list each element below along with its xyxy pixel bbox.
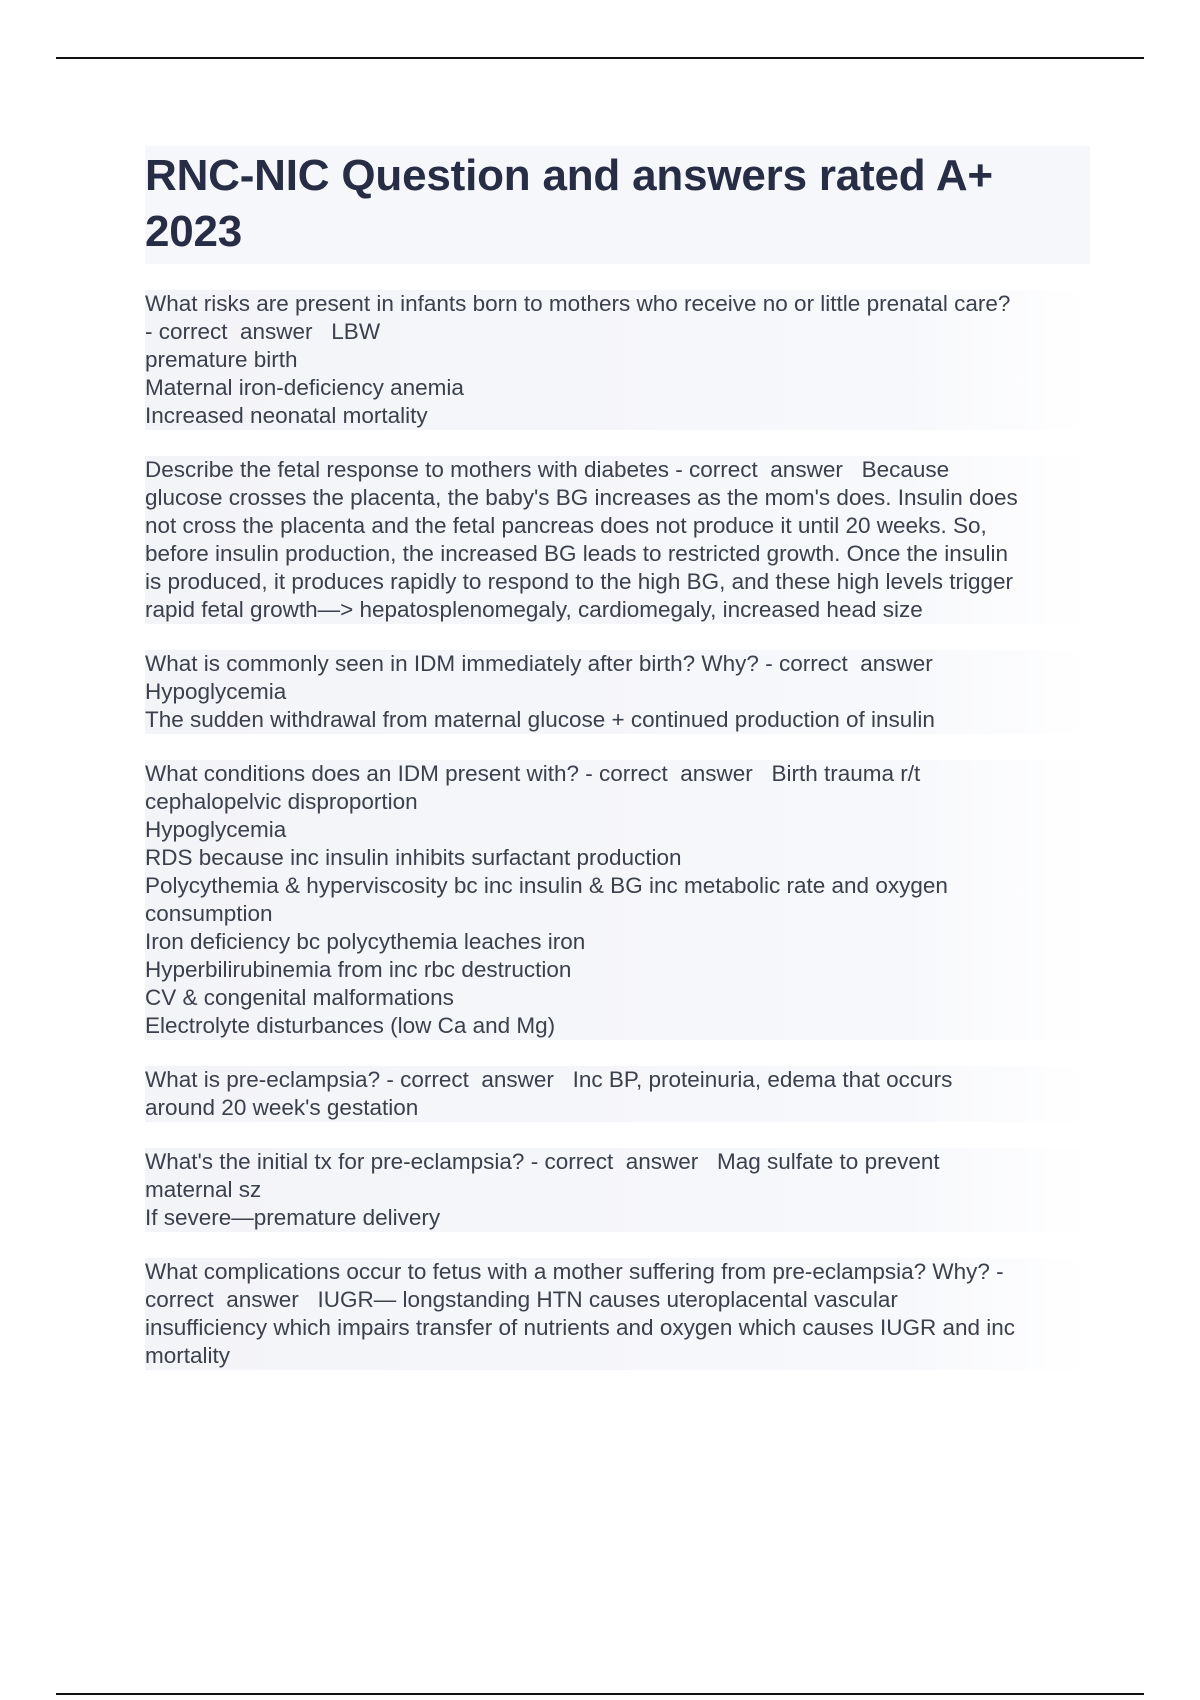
qa-line: maternal sz (145, 1176, 1090, 1204)
qa-line: CV & congenital malformations (145, 984, 1090, 1012)
qa-line: If severe—premature delivery (145, 1204, 1090, 1232)
qa-line: correct answer IUGR— longstanding HTN causes uteroplacental vascular (145, 1286, 1090, 1314)
qa-block (145, 760, 1090, 1040)
qa-block (145, 456, 1090, 624)
qa-line: Maternal iron-deficiency anemia (145, 374, 1090, 402)
qa-line: rapid fetal growth—> hepatosplenomegaly, cardiomegaly, increased head size (145, 596, 1090, 624)
qa-line: RDS because inc insulin inhibits surfactant production (145, 844, 1090, 872)
title-line-1: RNC-NIC Question and answers rated A+ (145, 151, 993, 200)
qa-line: Describe the fetal response to mothers with diabetes - correct answer Because (145, 456, 1090, 484)
qa-block (145, 1148, 1090, 1232)
qa-line: What is commonly seen in IDM immediately after birth? Why? - correct answer (145, 650, 1090, 678)
qa-line: What conditions does an IDM present with? - correct answer Birth trauma r/t (145, 760, 1090, 788)
qa-line: mortality (145, 1342, 1090, 1370)
qa-line: glucose crosses the placenta, the baby's BG increases as the mom's does. Insulin does (145, 484, 1090, 512)
qa-line: not cross the placenta and the fetal pancreas does not produce it until 20 weeks. So, (145, 512, 1090, 540)
footer-rule (56, 1693, 1144, 1695)
qa-line: cephalopelvic disproportion (145, 788, 1090, 816)
qa-line: The sudden withdrawal from maternal glucose + continued production of insulin (145, 706, 1090, 734)
title-line-2: 2023 (145, 207, 243, 256)
title-band (145, 146, 1090, 264)
qa-line: is produced, it produces rapidly to respond to the high BG, and these high levels trigger (145, 568, 1090, 596)
qa-line: consumption (145, 900, 1090, 928)
qa-line: Increased neonatal mortality (145, 402, 1090, 430)
qa-line: Polycythemia & hyperviscosity bc inc insulin & BG inc metabolic rate and oxygen (145, 872, 1090, 900)
qa-block (145, 1258, 1090, 1370)
qa-line: - correct answer LBW (145, 318, 1090, 346)
qa-line: What is pre-eclampsia? - correct answer Inc BP, proteinuria, edema that occurs (145, 1066, 1090, 1094)
qa-line: Hypoglycemia (145, 678, 1090, 706)
qa-line: What's the initial tx for pre-eclampsia? - correct answer Mag sulfate to prevent (145, 1148, 1090, 1176)
qa-line: What complications occur to fetus with a mother suffering from pre-eclampsia? Why? - (145, 1258, 1090, 1286)
qa-line: Electrolyte disturbances (low Ca and Mg) (145, 1012, 1090, 1040)
qa-line: insufficiency which impairs transfer of nutrients and oxygen which causes IUGR and inc (145, 1314, 1090, 1342)
qa-block (145, 1066, 1090, 1122)
qa-line: premature birth (145, 346, 1090, 374)
header-rule (56, 57, 1144, 59)
qa-line: around 20 week's gestation (145, 1094, 1090, 1122)
qa-line: Hypoglycemia (145, 816, 1090, 844)
qa-line: Hyperbilirubinemia from inc rbc destruction (145, 956, 1090, 984)
qa-block (145, 290, 1090, 430)
qa-line: Iron deficiency bc polycythemia leaches iron (145, 928, 1090, 956)
document-body (145, 146, 1090, 1396)
qa-line: before insulin production, the increased BG leads to restricted growth. Once the insulin (145, 540, 1090, 568)
document-title (145, 148, 1086, 260)
qa-list (145, 290, 1090, 1370)
qa-line: What risks are present in infants born to mothers who receive no or little prenatal care? (145, 290, 1090, 318)
qa-block (145, 650, 1090, 734)
